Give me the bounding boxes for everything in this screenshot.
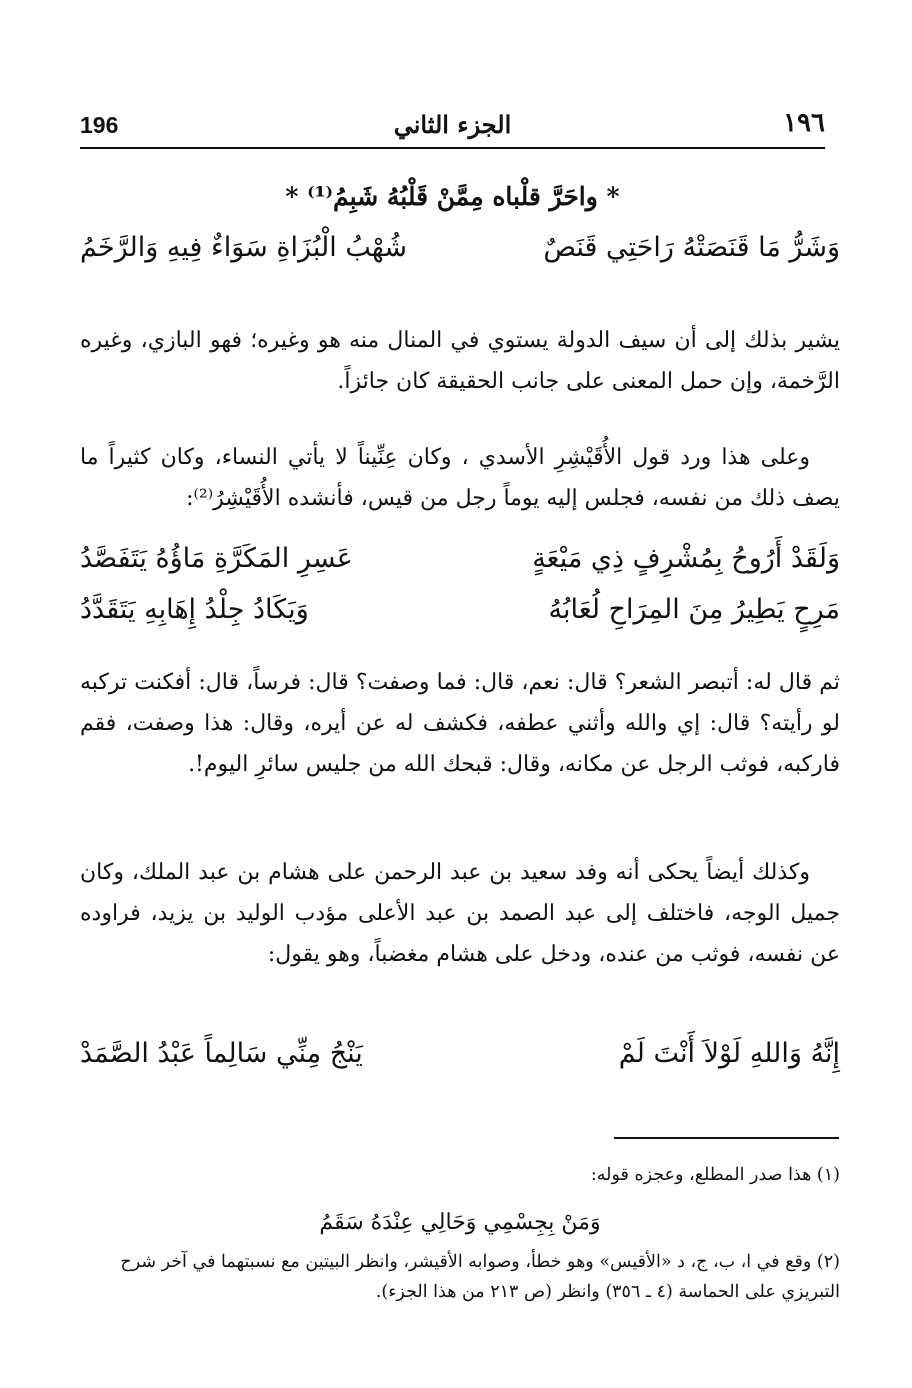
verse-2-second-hemistich: عَسِرِ المَكَرَّةِ مَاؤُهُ يَتَفَصَّدُ (80, 543, 353, 574)
verse-3 (80, 594, 840, 642)
header-rule (80, 147, 825, 149)
verse-1-first-hemistich: وَشَرُّ مَا قَنَصَتْهُ رَاحَتِي قَنَصٌ (543, 232, 840, 263)
page-number-latin: 196 (80, 112, 119, 138)
paragraph-3: ثم قال له: أتبصر الشعر؟ قال: نعم، قال: فما وصفت؟ قال: فرساً، قال: أفكنت تركبه لو رأيته؟ قال: إي والله وأثني عطفه، فكشف له عن أيره، وقال: هذا وصفت، فقم فاركبه، فوثب الرجل عن مكانه، وقال: قبحك الله من جليس سائرِ اليوم!. (80, 670, 840, 777)
verse-2-first-hemistich: وَلَقَدْ أَرُوحُ بِمُشْرِفٍ ذِي مَيْعَةٍ (532, 543, 840, 574)
page-number-arabic: ١٩٦ (783, 108, 825, 138)
verse-4 (80, 1038, 840, 1086)
paragraph-2: وعلى هذا ورد قول الأُقَيْشِرِ الأسدي ، وكان عِنِّيناً لا يأتي النساء، وكان كثيراً ما يصف ذلك من نفسه، فجلس إليه يوماً رجل من قيس، فأنشده الأُقَيْشِرُ⁽²⁾: (80, 445, 840, 511)
footnote-1: (١) هذا صدر المطلع، وعجزه قوله: (590, 1165, 840, 1185)
opening-verse-line: * واحَرَّ قلْباه مِمَّنْ قَلْبُهُ شَبِمُ⁽¹⁾ * (285, 182, 620, 211)
running-title: الجزء الثاني (393, 110, 512, 139)
paragraph-4: وكذلك أيضاً يحكى أنه وفد سعيد بن عبد الرحمن على هشام بن عبد الملك، وكان جميل الوجه، فاختلف إلى عبد الصمد بن عبد الأعلى مؤدب الوليد بن يزيد، فراوده عن نفسه، فوثب من عنده، ودخل على هشام مغضباً، وهو يقول: (80, 860, 840, 967)
verse-3-second-hemistich: وَيَكَادُ جِلْدُ إِهَابِهِ يَتَقَدَّدُ (80, 594, 309, 625)
footnote-separator (614, 1137, 839, 1139)
verse-1 (80, 232, 840, 280)
page-header (80, 108, 825, 148)
paragraph-1: يشير بذلك إلى أن سيف الدولة يستوي في المنال منه هو وغيره؛ فهو البازي، وغيره الرَّخمة، وإن حمل المعنى على جانب الحقيقة كان جائزاً. (80, 328, 840, 394)
verse-3-first-hemistich: مَرِحٍ يَطِيرُ مِنَ المِرَاحِ لُعَابُهُ (548, 594, 840, 625)
verse-4-first-hemistich: إِنَّهُ وَاللهِ لَوْلاَ أَنْتَ لَمْ (618, 1038, 840, 1069)
footnote-2: (٢) وقع في ا، ب، ج، د «الأقيس» وهو خطأ، وصوابه الأقيشر، وانظر البيتين مع نسبتهما في آخر شرح التبريزي على الحماسة (٤ ـ ٣٥٦) وانظر (ص ٢١٣ من هذا الجزء). (120, 1252, 840, 1302)
verse-4-second-hemistich: يَنْجُ مِنِّي سَالِماً عَبْدُ الصَّمَدْ (80, 1038, 363, 1069)
verse-2 (80, 543, 840, 591)
footnote-1-verse: وَمَنْ بِجِسْمِي وَحَالِي عِنْدَهُ سَقَمُ (319, 1210, 601, 1235)
verse-1-second-hemistich: شُهْبُ الْبُزَاةِ سَوَاءٌ فِيهِ وَالرَّخَمُ (80, 232, 407, 263)
